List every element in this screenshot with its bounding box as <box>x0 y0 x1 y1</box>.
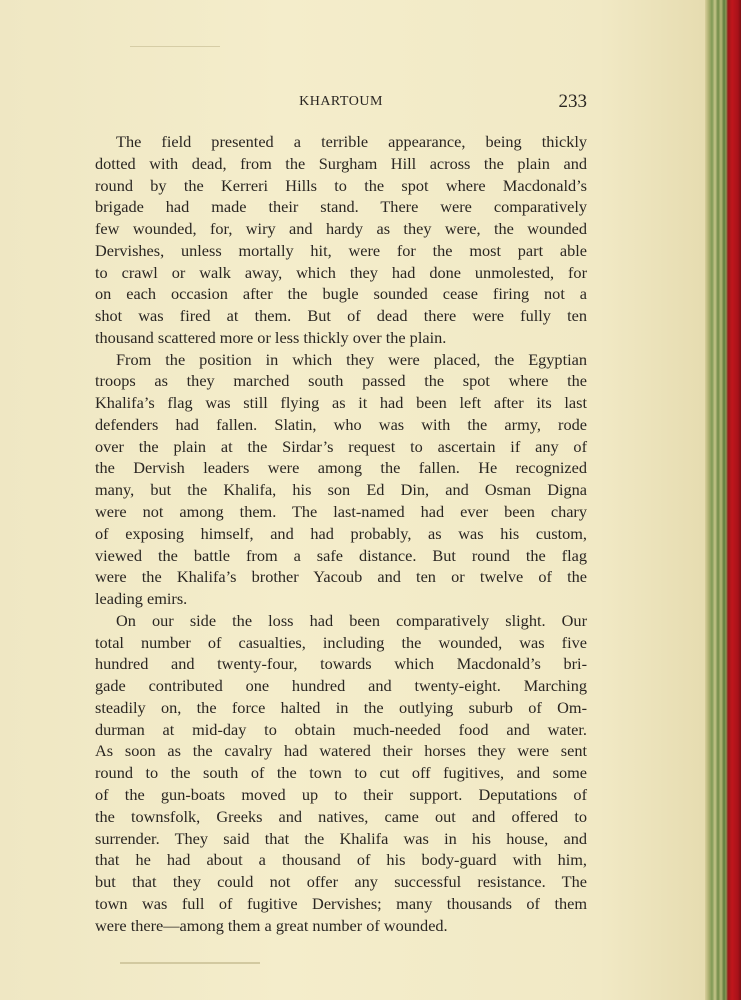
text-line: to crawl or walk away, which they had done unmolested, for <box>95 262 587 282</box>
paragraph <box>95 610 587 936</box>
text-line: viewed the battle from a safe distance. But round the flag <box>95 545 587 565</box>
text-line: From the position in which they were placed, the Egyptian <box>116 349 587 369</box>
page-number: 233 <box>558 91 587 112</box>
text-line: of the gun-boats moved up to their support. Deputations of <box>95 784 587 804</box>
text-line: on each occasion after the bugle sounded cease firing not a <box>95 284 587 304</box>
text-line: steadily on, the force halted in the outlying suburb of Om- <box>95 697 587 717</box>
text-line: many, but the Khalifa, his son Ed Din, and Osman Digna <box>95 480 587 500</box>
text-line: gade contributed one hundred and twenty-eight. Marching <box>95 676 587 696</box>
text-line: durman at mid-day to obtain much-needed food and water. <box>95 719 587 739</box>
text-line: the Dervish leaders were among the fallen. He recognized <box>95 458 587 478</box>
text-line: brigade had made their stand. There were comparatively <box>95 197 587 217</box>
text-line: total number of casualties, including the wounded, was five <box>95 632 587 652</box>
scan-mark <box>130 46 220 47</box>
text-line: Dervishes, unless mortally hit, were for the most part able <box>95 240 587 260</box>
text-line: round by the Kerreri Hills to the spot where Macdonald’s <box>95 175 587 195</box>
text-line: dotted with dead, from the Surgham Hill across the plain and <box>95 153 587 173</box>
text-line: surrender. They said that the Khalifa was in his house, and <box>95 828 587 848</box>
text-line: few wounded, for, wiry and hardy as they were, the wounded <box>95 219 587 239</box>
text-line: Khalifa’s flag was still flying as it had been left after its last <box>95 393 587 413</box>
text-line: defenders had fallen. Slatin, who was with the army, rode <box>95 414 587 434</box>
book-edge <box>705 0 741 1000</box>
text-line: shot was fired at them. But of dead there were fully ten <box>95 306 587 326</box>
text-line: but that they could not offer any successful resistance. The <box>95 872 587 892</box>
running-head: KHARTOUM <box>299 94 383 109</box>
scan-mark <box>120 962 260 964</box>
text-line: were not among them. The last-named had ever been chary <box>95 502 587 522</box>
text-line: leading emirs. <box>95 589 188 609</box>
page-header <box>95 92 587 114</box>
text-line: The field presented a terrible appearance, being thickly <box>116 132 587 151</box>
text-line: As soon as the cavalry had watered their horses they were sent <box>95 741 587 761</box>
text-line: On our side the loss had been comparatively slight. Our <box>116 610 587 630</box>
paragraph <box>95 131 587 349</box>
text-line: round to the south of the town to cut off fugitives, and some <box>95 763 587 783</box>
text-line: that he had about a thousand of his body-guard with him, <box>95 850 587 870</box>
text-line: were there—among them a great number of wounded. <box>95 915 448 935</box>
text-line: over the plain at the Sirdar’s request to ascertain if any of <box>95 436 587 456</box>
paragraph <box>95 349 587 610</box>
text-line: were the Khalifa’s brother Yacoub and ten or twelve of the <box>95 567 587 587</box>
text-line: the townsfolk, Greeks and natives, came out and offered to <box>95 806 587 826</box>
page-body <box>95 131 587 936</box>
text-line: hundred and twenty-four, towards which Macdonald’s bri- <box>95 654 587 674</box>
text-line: town was full of fugitive Dervishes; many thousands of them <box>95 893 587 913</box>
text-line: troops as they marched south passed the spot where the <box>95 371 587 391</box>
text-line: thousand scattered more or less thickly over the plain. <box>95 327 447 347</box>
text-line: of exposing himself, and had probably, as was his custom, <box>95 523 587 543</box>
